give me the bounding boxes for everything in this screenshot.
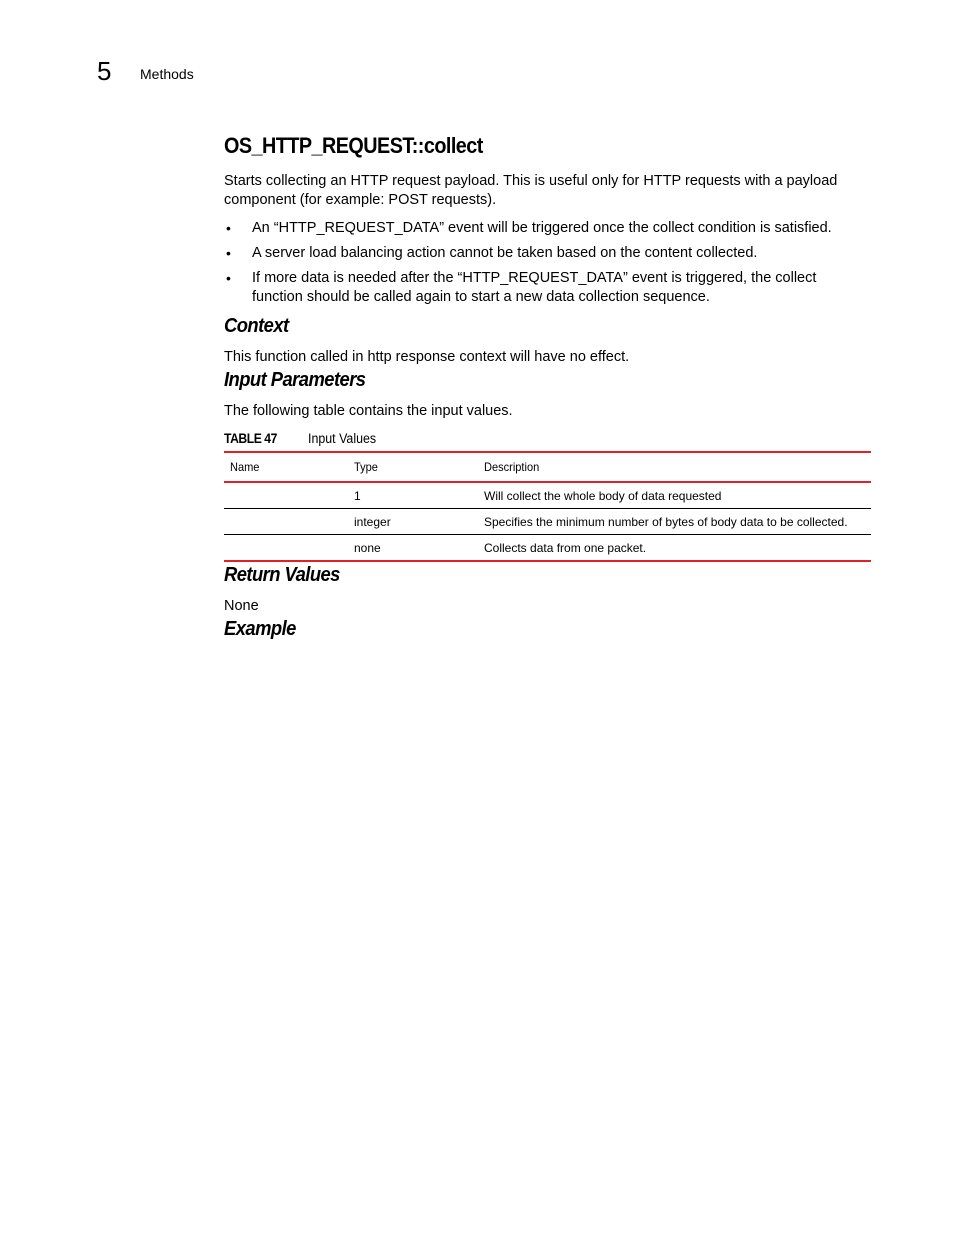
context-heading: Context [224,315,289,337]
input-parameters-heading: Input Parameters [224,369,366,391]
cell-description: Specifies the minimum number of bytes of body data to be collected. [478,509,871,535]
method-bullet-list [224,219,871,307]
bullet-text: If more data is needed after the “HTTP_REQUEST_DATA” event is triggered, the collect function should be called again to start a new data collection sequence. [252,270,817,305]
column-header-label: Description [484,460,540,474]
chapter-title: Methods [140,66,194,82]
table-title: Input Values [308,431,377,446]
chapter-number: 5 [97,56,112,86]
cell-description: Collects data from one packet. [478,535,871,562]
column-header-description [478,452,871,482]
cell-description: Will collect the whole body of data requested [478,482,871,509]
column-header-name [224,452,348,482]
cell-type: none [348,535,478,562]
table-label: TABLE 47 [224,431,277,446]
table-row [224,482,871,509]
bullet-text: An “HTTP_REQUEST_DATA” event will be triggered once the collect condition is satisfied. [252,220,832,236]
list-item [224,244,871,263]
bullet-text: A server load balancing action cannot be taken based on the content collected. [252,245,758,261]
method-title: OS_HTTP_REQUEST::collect [224,133,483,158]
cell-type: integer [348,509,478,535]
cell-name [224,509,348,535]
page-content [224,131,871,642]
input-parameters-text: The following table contains the input values. [224,403,513,419]
column-header-label: Name [230,460,260,474]
bullet-icon: • [226,220,231,236]
column-header-type [348,452,478,482]
context-text: This function called in http response context will have no effect. [224,349,630,365]
column-header-label: Type [354,460,378,474]
cell-type: 1 [348,482,478,509]
return-values-heading: Return Values [224,564,340,586]
cell-name [224,535,348,562]
example-heading: Example [224,618,296,640]
table-row [224,509,871,535]
cell-name [224,482,348,509]
table-row [224,535,871,562]
bullet-icon: • [226,245,231,261]
input-values-table [224,451,871,562]
list-item [224,219,871,238]
return-values-text: None [224,598,259,614]
table-caption [224,429,871,451]
table-header-row [224,452,871,482]
bullet-icon: • [226,270,231,286]
method-intro: Starts collecting an HTTP request payload. This is useful only for HTTP requests with a payload component (for example: POST requests). [224,173,838,208]
list-item [224,269,871,307]
